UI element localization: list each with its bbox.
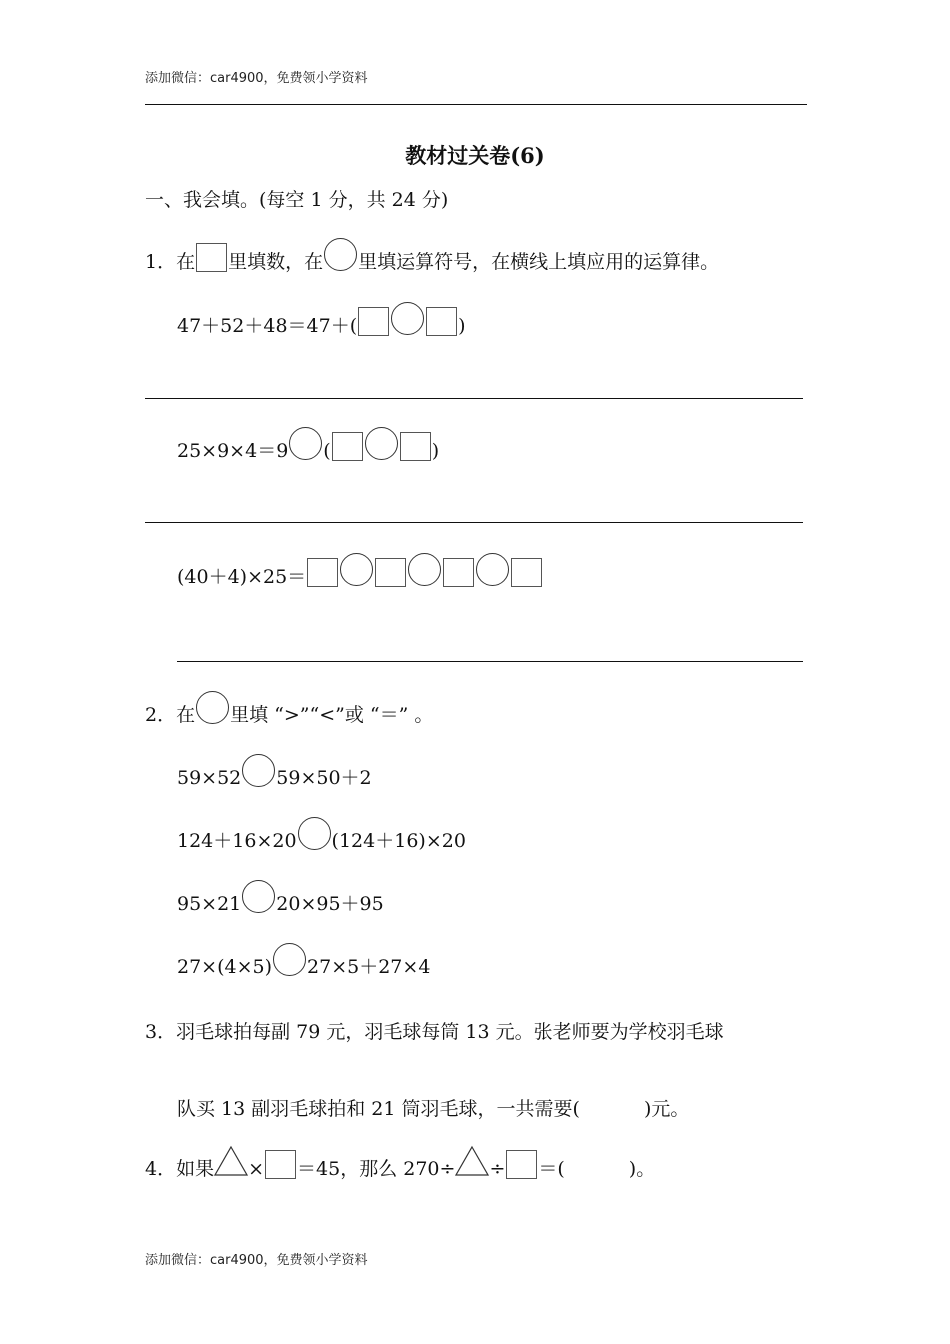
circle-symbol [196,691,229,724]
q1-answer-line-3[interactable] [177,661,803,662]
q4-number: 4． [145,1158,177,1180]
q2-row-3-left: 95×21 [177,893,242,915]
q1-equation-1 [177,310,466,342]
q4-text-c: ＝( [538,1158,565,1180]
q2-row-2-circle[interactable] [298,817,331,850]
q1-text-b: 里填数，在 [228,251,324,273]
q1-eq2-left: 25×9×4＝9 [177,440,289,462]
q2-instruction [145,699,433,731]
q1-eq3-left: (40＋4)×25＝ [177,566,307,588]
q2-text-a: 在 [176,704,196,726]
q2-row-4-left: 27×(4×5) [177,956,273,978]
q1-eq3-box-1[interactable] [307,558,338,587]
q1-eq1-box-1[interactable] [358,307,389,336]
page-header: 添加微信：car4900，免费领小学资料 [145,71,368,86]
q2-row-2 [177,825,466,857]
q3-text-1: 羽毛球拍每副 79 元，羽毛球每筒 13 元。张老师要为学校羽毛球 [176,1021,724,1043]
q1-equation-2 [177,435,439,467]
q1-text-c: 里填运算符号，在横线上填应用的运算律。 [358,251,720,273]
q1-eq1-right: ) [458,315,466,337]
q2-row-3-circle[interactable] [242,880,275,913]
q4-line [145,1153,655,1185]
triangle-symbol [455,1145,489,1177]
q2-row-4-right: 27×5＋27×4 [307,956,431,978]
q4-divide: ÷ [489,1158,506,1180]
q1-eq2-circle-2[interactable] [365,427,398,460]
q2-row-1 [177,762,372,794]
q1-eq3-circle-3[interactable] [476,553,509,586]
q2-row-4 [177,951,430,983]
q1-eq2-box-2[interactable] [400,432,431,461]
q2-row-2-left: 124＋16×20 [177,830,297,852]
q4-text-b: ＝45，那么 270÷ [297,1158,456,1180]
q3-text-2a: 队买 13 副羽毛球拍和 21 筒羽毛球，一共需要( [177,1098,580,1120]
q2-row-1-left: 59×52 [177,767,242,789]
q4-box-1 [265,1150,296,1179]
q2-row-4-circle[interactable] [273,943,306,976]
q4-text-d: )。 [628,1158,656,1180]
q1-answer-line-2[interactable] [145,522,803,523]
q2-row-3 [177,888,384,920]
q1-eq1-left: 47＋52＋48＝47＋( [177,315,358,337]
q1-instruction [145,246,719,278]
q1-eq2-right: ) [431,440,440,462]
circle-symbol [324,238,357,271]
q1-eq3-box-2[interactable] [375,558,406,587]
q2-number: 2． [145,704,177,726]
q1-eq3-box-3[interactable] [443,558,474,587]
triangle-symbol [214,1145,248,1177]
box-symbol [196,243,227,272]
q1-eq1-circle-1[interactable] [391,302,424,335]
q1-equation-3 [177,561,543,593]
q1-eq2-box-1[interactable] [332,432,363,461]
q1-eq2-circle-1[interactable] [289,427,322,460]
q2-row-3-right: 20×95＋95 [276,893,384,915]
page-footer: 添加微信：car4900，免费领小学资料 [145,1253,368,1268]
q4-text-a: 如果 [176,1158,215,1180]
q3-line-2 [177,1093,689,1125]
q2-text-b: 里填 “>”“<”或 “＝” 。 [230,704,434,726]
header-rule [145,104,807,105]
q1-eq3-circle-2[interactable] [408,553,441,586]
q1-eq1-box-2[interactable] [426,307,457,336]
q3-number: 3． [145,1021,177,1043]
page-title: 教材过关卷(6) [405,143,545,168]
q1-text-a: 在 [176,251,196,273]
q2-row-2-right: (124＋16)×20 [331,830,466,852]
q2-row-1-circle[interactable] [242,754,275,787]
q1-answer-line-1[interactable] [145,398,803,399]
q3-line-1 [145,1016,724,1048]
q1-eq2-mid: ( [323,440,331,462]
section-heading: 一、我会填。(每空 1 分，共 24 分) [145,189,449,211]
q3-text-2b: )元。 [643,1098,690,1120]
q1-eq3-box-4[interactable] [511,558,542,587]
q1-number: 1． [145,251,177,273]
q4-times: × [248,1158,265,1180]
q4-box-2 [506,1150,537,1179]
q2-row-1-right: 59×50＋2 [276,767,372,789]
q1-eq3-circle-1[interactable] [340,553,373,586]
